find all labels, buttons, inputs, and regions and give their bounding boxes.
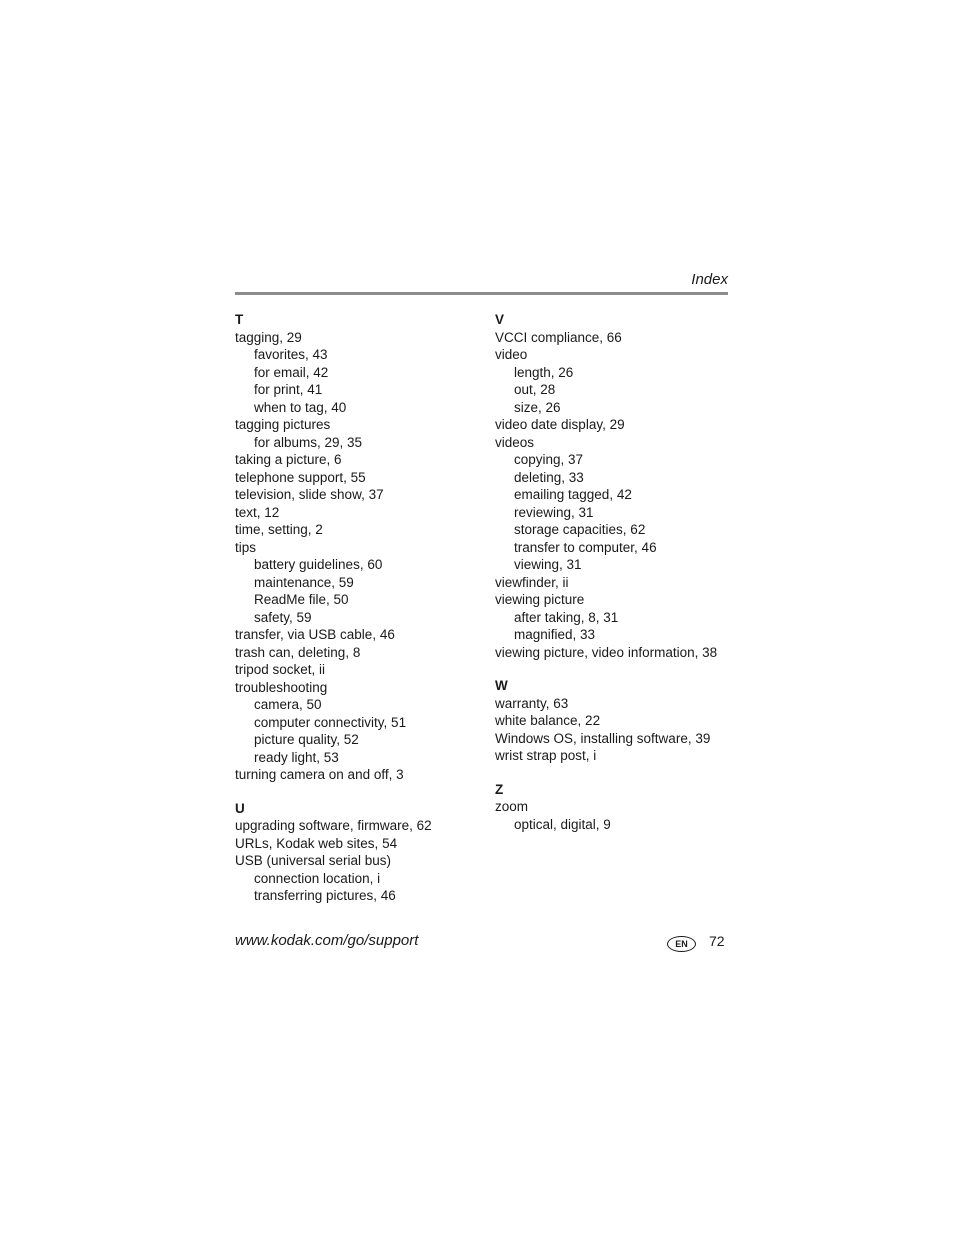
index-subentry: maintenance, 59 bbox=[254, 574, 354, 590]
section-letter: V bbox=[495, 312, 505, 327]
index-section-w bbox=[495, 677, 735, 765]
index-subentry: out, 28 bbox=[514, 382, 556, 397]
index-subentry: for albums, 29, 35 bbox=[254, 434, 363, 450]
index-section-v bbox=[495, 311, 735, 661]
index-entry: warranty, 63 bbox=[495, 695, 569, 711]
index-subentry: transfer to computer, 46 bbox=[514, 539, 657, 555]
index-entry: telephone support, 55 bbox=[235, 469, 366, 485]
index-entry: upgrading software, firmware, 62 bbox=[235, 818, 432, 833]
index-subentry: battery guidelines, 60 bbox=[254, 557, 383, 572]
index-subentry: for email, 42 bbox=[254, 364, 329, 380]
index-subentry: connection location, i bbox=[254, 870, 381, 886]
index-column-left bbox=[235, 311, 485, 921]
index-subentry: emailing tagged, 42 bbox=[514, 487, 632, 502]
index-subentry: when to tag, 40 bbox=[254, 399, 347, 415]
page-header-title: Index bbox=[691, 271, 728, 288]
index-section-u bbox=[235, 800, 485, 905]
index-subentry: transferring pictures, 46 bbox=[254, 888, 396, 903]
index-section-t bbox=[235, 311, 485, 784]
index-entry: transfer, via USB cable, 46 bbox=[235, 627, 395, 642]
index-entry: videos bbox=[495, 434, 535, 450]
index-entry: wrist strap post, i bbox=[495, 748, 597, 763]
section-letter: Z bbox=[495, 781, 504, 797]
section-letter: U bbox=[235, 800, 245, 816]
index-column-right bbox=[495, 311, 735, 849]
index-entry: turning camera on and off, 3 bbox=[235, 767, 404, 782]
index-entry: VCCI compliance, 66 bbox=[495, 329, 622, 345]
index-entry: viewing picture bbox=[495, 592, 585, 607]
index-subentry: reviewing, 31 bbox=[514, 504, 594, 520]
index-subentry: copying, 37 bbox=[514, 452, 584, 467]
index-subentry: camera, 50 bbox=[254, 697, 322, 712]
index-subentry: after taking, 8, 31 bbox=[514, 609, 619, 625]
support-url: www.kodak.com/go/support bbox=[235, 932, 419, 949]
language-badge: EN bbox=[667, 936, 696, 952]
index-entry: text, 12 bbox=[235, 504, 280, 520]
index-entry: video bbox=[495, 347, 528, 362]
index-entry: tagging, 29 bbox=[235, 329, 302, 345]
index-subentry: optical, digital, 9 bbox=[514, 816, 611, 832]
index-entry: taking a picture, 6 bbox=[235, 452, 342, 467]
index-subentry: storage capacities, 62 bbox=[514, 522, 646, 537]
index-subentry: magnified, 33 bbox=[514, 627, 596, 642]
index-entry: tripod socket, ii bbox=[235, 662, 326, 677]
index-entry: zoom bbox=[495, 799, 529, 814]
index-entry: USB (universal serial bus) bbox=[235, 853, 392, 868]
section-letter: T bbox=[235, 312, 244, 327]
index-subentry: favorites, 43 bbox=[254, 347, 328, 362]
index-entry: URLs, Kodak web sites, 54 bbox=[235, 835, 398, 851]
section-letter: W bbox=[495, 678, 508, 693]
index-entry: tips bbox=[235, 539, 257, 555]
index-entry: white balance, 22 bbox=[495, 713, 601, 728]
index-subentry: viewing, 31 bbox=[514, 557, 582, 572]
index-subentry: length, 26 bbox=[514, 364, 574, 380]
index-entry: time, setting, 2 bbox=[235, 522, 323, 537]
header-rule bbox=[235, 292, 728, 295]
index-entry: video date display, 29 bbox=[495, 417, 625, 432]
index-entry: viewfinder, ii bbox=[495, 574, 569, 590]
index-subentry: ready light, 53 bbox=[254, 749, 339, 765]
index-subentry: deleting, 33 bbox=[514, 469, 584, 485]
page-number: 72 bbox=[709, 933, 725, 949]
index-entry: viewing picture, video information, 38 bbox=[495, 644, 718, 660]
index-entry: troubleshooting bbox=[235, 679, 328, 695]
index-section-z bbox=[495, 781, 735, 834]
index-subentry: ReadMe file, 50 bbox=[254, 592, 349, 607]
index-subentry: computer connectivity, 51 bbox=[254, 714, 407, 730]
index-entry: television, slide show, 37 bbox=[235, 487, 384, 502]
index-subentry: size, 26 bbox=[514, 399, 561, 415]
index-entry: tagging pictures bbox=[235, 417, 331, 432]
index-entry: trash can, deleting, 8 bbox=[235, 644, 361, 660]
index-subentry: for print, 41 bbox=[254, 382, 323, 397]
index-subentry: safety, 59 bbox=[254, 609, 312, 625]
index-subentry: picture quality, 52 bbox=[254, 732, 359, 747]
index-entry: Windows OS, installing software, 39 bbox=[495, 730, 711, 746]
